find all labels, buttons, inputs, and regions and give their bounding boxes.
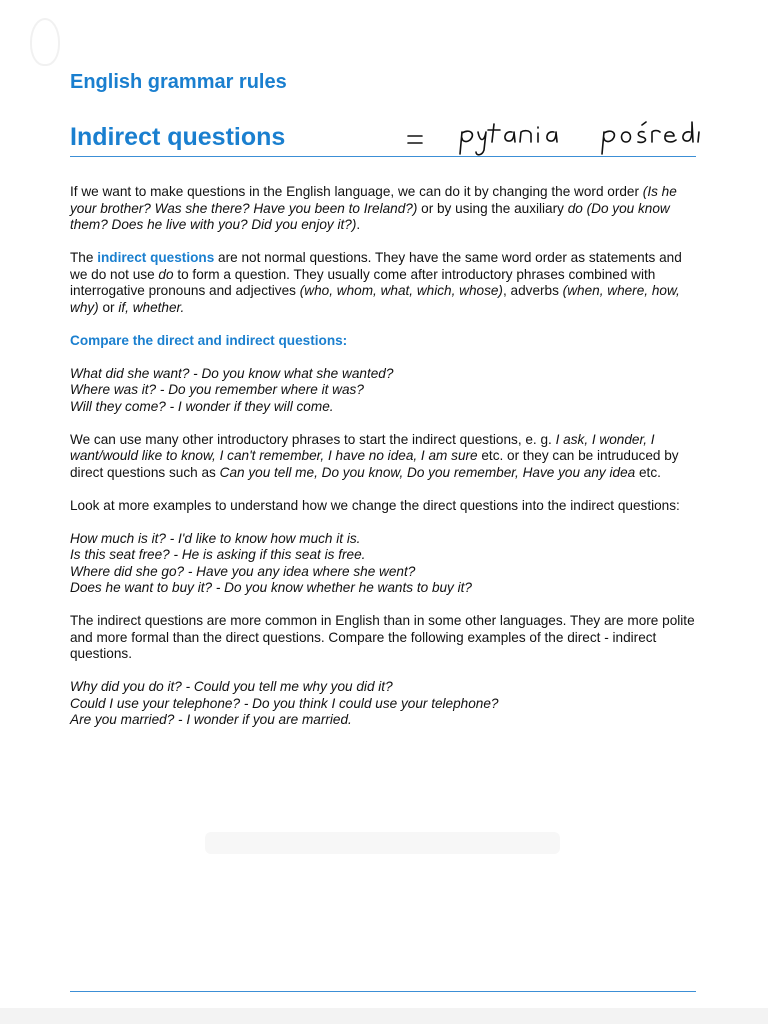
text: The	[70, 250, 98, 265]
example-line: Does he want to buy it? - Do you know whether he wants to buy it?	[70, 580, 472, 595]
example-text: (Is he your brother? Was she there? Have you been to Ireland?)	[70, 184, 677, 216]
text: If we want to make questions in the English language, we can do it by changing the word order	[70, 184, 643, 199]
example-text: (when, where, how, why)	[70, 283, 680, 315]
paragraph-introductory-phrases	[70, 432, 700, 482]
text: We can use many other introductory phrases to start the indirect questions, e. g.	[70, 431, 556, 447]
text: are not normal questions. They have the same word order as statements and we do not use	[70, 250, 682, 282]
handwritten-annotation	[390, 116, 700, 160]
example-line: Why did you do it? - Could you tell me why you did it?	[70, 679, 393, 694]
example-line: Is this seat free? - He is asking if this seat is free.	[70, 547, 366, 562]
example-line: Are you married? - I wonder if you are married.	[70, 712, 352, 727]
paragraph-more-examples: Look at more examples to understand how we change the direct questions into the indirect questions:	[70, 497, 680, 513]
example-line: Where was it? - Do you remember where it was?	[70, 382, 364, 397]
text: or	[98, 299, 119, 315]
article-body	[70, 184, 700, 745]
paragraph-definition	[70, 250, 700, 316]
text: to form a question. They usually come after introductory phrases combined with interrogative pronouns and adjectives	[70, 266, 656, 298]
example-text: if, whether.	[118, 299, 185, 315]
example-text: do (Do you know them? Does he live with you? Did you enjoy it?)	[70, 200, 670, 232]
page-bottom-edge	[0, 1008, 768, 1024]
text: etc. or they can be intruduced by direct questions such as	[70, 448, 679, 480]
faint-bleed-through	[205, 832, 560, 854]
example-line: How much is it? - I'd like to know how much it is.	[70, 530, 361, 546]
text: .	[356, 217, 361, 232]
examples-list-2	[70, 531, 700, 597]
footer-rule	[70, 991, 696, 992]
compare-heading: Compare the direct and indirect questions:	[70, 332, 348, 348]
page-title: Indirect questions	[70, 123, 286, 151]
title-row	[70, 120, 696, 157]
example-text: do	[158, 266, 174, 282]
example-line: Where did she go? - Have you any idea where she went?	[70, 563, 416, 579]
document-header: English grammar rules	[70, 71, 287, 93]
handwritten-annotation-text	[70, 120, 71, 121]
example-line: Could I use your telephone? - Do you think I could use your telephone?	[70, 695, 499, 711]
text: or by using the auxiliary	[417, 200, 568, 216]
example-text: I ask, I wonder, I want/would like to know, I can't remember, I have no idea, I am sure	[70, 431, 655, 463]
example-line: What did she want? - Do you know what she wanted?	[70, 365, 394, 381]
highlighted-term: indirect questions	[97, 250, 215, 265]
example-line: Will they come? - I wonder if they will come.	[70, 398, 334, 414]
examples-list-1	[70, 366, 700, 416]
examples-list-3	[70, 679, 700, 729]
example-text: Can you tell me, Do you know, Do you remember, Have you any idea	[219, 464, 636, 480]
text: etc.	[635, 464, 661, 480]
paragraph-intro	[70, 184, 700, 234]
faint-corner-mark	[30, 18, 60, 66]
example-text: (who, whom, what, which, whose)	[299, 283, 503, 298]
paragraph-politeness: The indirect questions are more common in English than in some other languages. They are more polite and more formal than the direct questions. Compare the following examples of the direct - indirect questions.	[70, 613, 695, 661]
text: , adverbs	[502, 283, 563, 298]
